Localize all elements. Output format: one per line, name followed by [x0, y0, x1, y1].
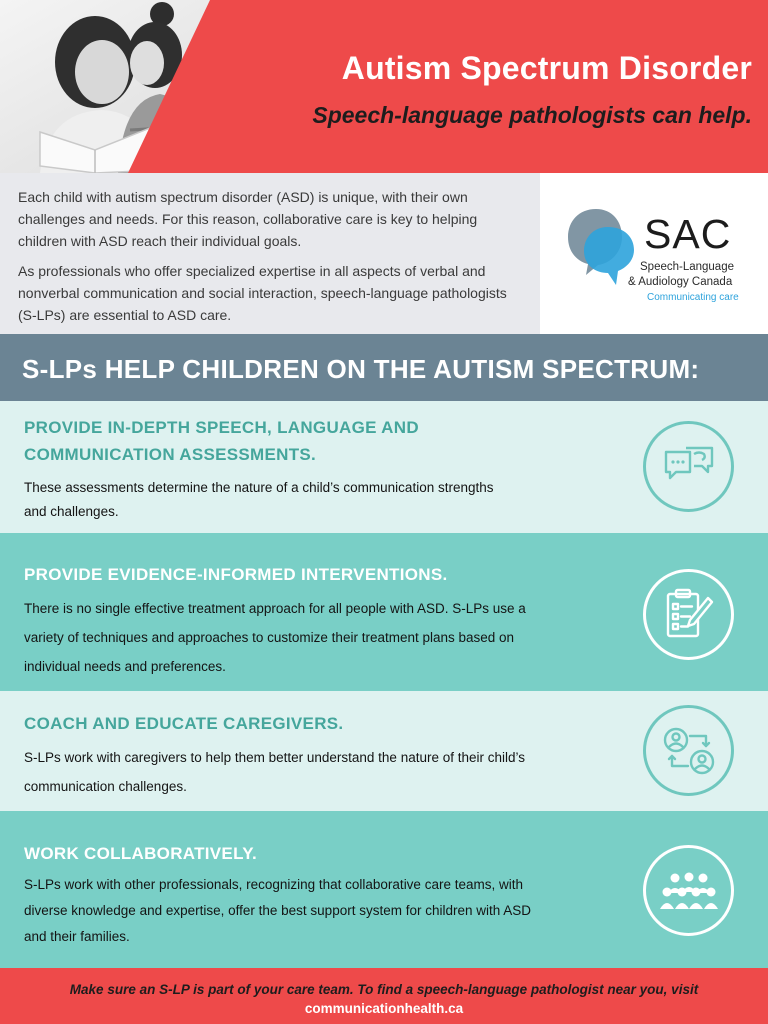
page-subtitle: Speech-language pathologists can help.	[312, 102, 752, 128]
section-body-line-3: individual needs and preferences.	[24, 659, 226, 674]
section-body-line-1: These assessments determine the nature of a child’s communication strengths	[24, 480, 494, 495]
section-body	[24, 476, 604, 524]
section-body-line-1: S-LPs work with caregivers to help them better understand the nature of their child’s	[24, 750, 526, 765]
footer-call-to-action: Make sure an S-LP is part of your care team. To find a speech-language pathologist near you, visit	[69, 982, 699, 997]
logo-name-line-1: Speech-Language	[640, 261, 734, 273]
logo-name-line-2: & Audiology Canada	[628, 276, 733, 288]
intro-panel	[0, 173, 540, 334]
speech-bubbles-icon	[643, 421, 734, 512]
speech-bubbles-logo-icon	[566, 207, 638, 287]
logo-tagline: Communicating care	[647, 292, 739, 303]
exchange-people-icon	[643, 705, 734, 796]
section-body-line-2: and challenges.	[24, 504, 119, 519]
section-banner	[0, 334, 768, 401]
sac-logo	[540, 173, 768, 334]
page-title: Autism Spectrum Disorder	[341, 50, 752, 86]
section-body	[24, 743, 624, 801]
intro-paragraph-2: As professionals who offer specialized expertise in all aspects of verbal and nonverbal communication and social interaction, speech-language pathologists (S-LPs) are essential to ASD care.	[18, 263, 507, 323]
logo-acronym: SAC	[644, 211, 732, 257]
section-body-line-2: communication challenges.	[24, 779, 187, 794]
team-icon	[643, 845, 734, 936]
section-body	[24, 872, 624, 950]
header	[0, 0, 768, 173]
section-interventions	[0, 533, 768, 691]
section-collaboration	[0, 811, 768, 968]
section-body-line-1: S-LPs work with other professionals, recognizing that collaborative care teams, with	[24, 877, 523, 892]
section-body	[24, 594, 624, 681]
footer	[0, 968, 768, 1024]
section-caregivers	[0, 691, 768, 811]
intro-paragraph-1: Each child with autism spectrum disorder (ASD) is unique, with their own challenges and needs. For this reason, collaborative care is key to helping children with ASD reach their individual goals.	[18, 189, 478, 249]
section-assessments	[0, 401, 768, 533]
section-title	[24, 414, 419, 468]
clipboard-pen-icon	[643, 569, 734, 660]
section-title: PROVIDE EVIDENCE-INFORMED INTERVENTIONS.	[24, 565, 448, 584]
section-title: WORK COLLABORATIVELY.	[24, 844, 257, 863]
section-title-line-2: COMMUNICATION ASSESSMENTS.	[24, 445, 317, 464]
banner-heading: S-LPs HELP CHILDREN ON THE AUTISM SPECTRUM:	[22, 354, 700, 384]
footer-link[interactable]: communicationhealth.ca	[304, 1001, 464, 1016]
mother-child-reading-photo	[0, 0, 310, 173]
section-body-line-2: variety of techniques and approaches to customize their treatment plans based on	[24, 630, 515, 645]
section-body-line-2: diverse knowledge and expertise, offer the best support system for children with ASD	[24, 903, 532, 918]
section-title: COACH AND EDUCATE CAREGIVERS.	[24, 714, 344, 733]
section-body-line-3: and their families.	[24, 929, 130, 944]
section-title-line-1: PROVIDE IN-DEPTH SPEECH, LANGUAGE AND	[24, 418, 419, 437]
section-body-line-1: There is no single effective treatment approach for all people with ASD. S-LPs use a	[24, 601, 526, 616]
